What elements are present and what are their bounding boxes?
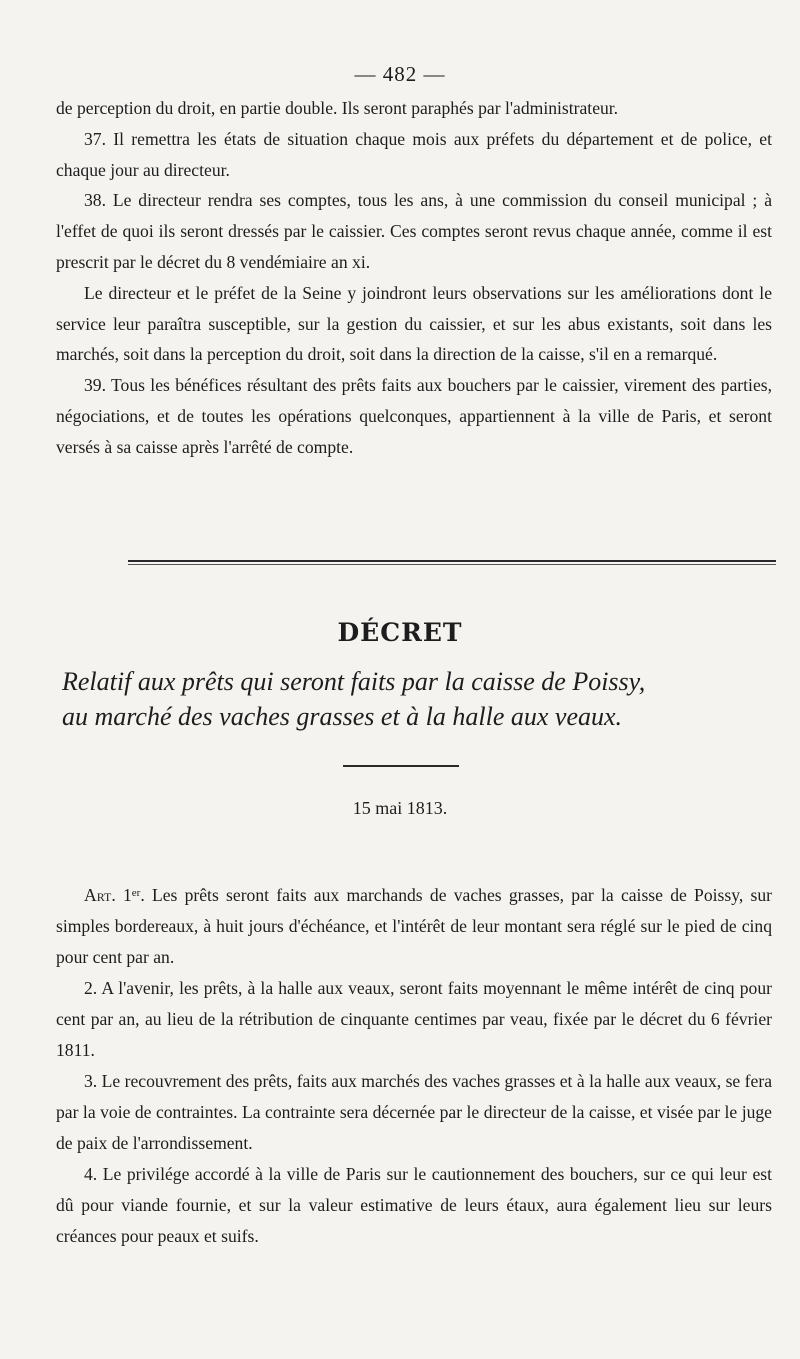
page-number: — 482 — bbox=[354, 62, 446, 86]
decree-subtitle-line-2: au marché des vaches grasses et à la halle aux veaux. bbox=[62, 702, 623, 731]
article-1-text: . Les prêts seront faits aux marchands de vaches grasses, par la caisse de Poissy, sur simples bordereaux, à huit jours d'échéance, et l'intérêt de leur montant sera réglé sur le pied de cinq pour cent par an. bbox=[56, 885, 772, 967]
article-3: 3. Le recouvrement des prêts, faits aux marchés des vaches grasses et à la halle aux veaux, se fera par la voie de contraintes. La contrainte sera décernée par le directeur de la caisse, et visée par le juge de paix de l'arrondissement. bbox=[56, 1071, 772, 1153]
article-1-label: Art. bbox=[84, 885, 116, 905]
previous-section-text bbox=[56, 93, 772, 463]
article-38: 38. Le directeur rendra ses comptes, tous les ans, à une commission du conseil municipal ; à l'effet de quoi ils seront dressés par le caissier. Ces comptes seront revus chaque année, comme il est prescrit par le décret du 8 vendémiaire an xi. bbox=[56, 190, 772, 272]
title-divider bbox=[343, 765, 459, 767]
article-1 bbox=[56, 880, 772, 973]
decree-subtitle-line-1: Relatif aux prêts qui seront faits par la caisse de Poissy, bbox=[62, 667, 646, 696]
decree-subtitle bbox=[62, 664, 778, 734]
article-1-number: 1 bbox=[122, 885, 132, 905]
decree-articles bbox=[56, 880, 772, 1252]
article-38-observations: Le directeur et le préfet de la Seine y joindront leurs observations sur les améliorations dont le service leur paraîtra susceptible, sur la gestion du caissier, et sur les abus existants, soit dans les marchés, soit dans la perception du droit, soit dans la direction de la caisse, s'il en a remarqué. bbox=[56, 282, 772, 365]
article-1-superscript: er bbox=[131, 887, 141, 899]
paragraph-continuation: de perception du droit, en partie double. Ils seront paraphés par l'administrateur. bbox=[56, 98, 619, 118]
decree-title: DÉCRET bbox=[337, 618, 463, 647]
decree-date: 15 mai 1813. bbox=[352, 798, 448, 818]
article-37: 37. Il remettra les états de situation chaque mois aux préfets du département et de police, et chaque jour au directeur. bbox=[56, 128, 772, 180]
article-4: 4. Le privilége accordé à la ville de Paris sur le cautionnement des bouchers, sur ce qui leur est dû pour viande fournie, et sur la valeur estimative de leurs étaux, aura également lieu sur leurs créances pour peaux et suifs. bbox=[56, 1164, 772, 1246]
article-2: 2. A l'avenir, les prêts, à la halle aux veaux, seront faits moyennant le même intérêt de cinq pour cent par an, au lieu de la rétribution de cinquante centimes par veau, fixée par le décret du 6 février 1811. bbox=[56, 978, 772, 1060]
section-divider bbox=[128, 560, 776, 566]
article-39: 39. Tous les bénéfices résultant des prêts faits aux bouchers par le caissier, virement des parties, négociations, et de toutes les opérations quelconques, appartiennent à la ville de Paris, et seront versés à sa caisse après l'arrêté de compte. bbox=[56, 375, 772, 457]
